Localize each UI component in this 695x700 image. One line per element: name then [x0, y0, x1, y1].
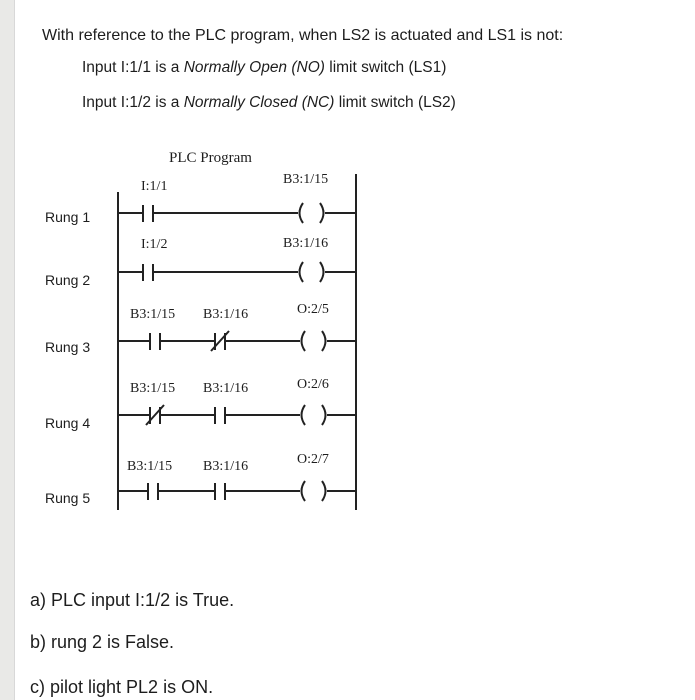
no-contact-icon	[215, 483, 225, 500]
coil-address: B3:1/16	[283, 236, 329, 251]
diagram-title: PLC Program	[169, 150, 252, 166]
rung-4	[45, 377, 356, 431]
coil-icon	[302, 331, 326, 351]
input-note-ls1: Input I:1/1 is a Normally Open (NO) limit switch (LS1)	[82, 59, 447, 76]
rung-3	[45, 302, 356, 355]
coil-address: O:2/6	[297, 377, 329, 392]
contact-address: B3:1/16	[203, 381, 249, 396]
no-contact-icon	[148, 483, 158, 500]
coil-address: O:2/5	[297, 302, 329, 317]
contact-address: B3:1/15	[130, 381, 176, 396]
no-contact-icon	[143, 264, 153, 281]
coil-address: B3:1/15	[283, 172, 329, 187]
option-c[interactable]: c) pilot light PL2 is ON.	[30, 677, 214, 697]
no-contact-icon	[150, 333, 160, 350]
contact-address: B3:1/15	[127, 459, 173, 474]
question-text: With reference to the PLC program, when LS2 is actuated and LS1 is not:	[42, 27, 564, 44]
rung-label: Rung 3	[45, 339, 91, 355]
coil-icon	[302, 405, 326, 425]
option-b[interactable]: b) rung 2 is False.	[30, 632, 175, 652]
contact-address: B3:1/16	[203, 459, 249, 474]
coil-icon	[302, 481, 326, 501]
contact-address: B3:1/15	[130, 307, 176, 322]
question-card	[14, 0, 695, 700]
coil-address: O:2/7	[297, 452, 329, 467]
contact-address: B3:1/16	[203, 307, 249, 322]
rung-label: Rung 5	[45, 490, 91, 506]
option-a[interactable]: a) PLC input I:1/2 is True.	[30, 590, 235, 610]
rung-1	[45, 172, 356, 225]
rung-label: Rung 4	[45, 415, 91, 431]
no-contact-icon	[215, 407, 225, 424]
rung-label: Rung 2	[45, 272, 91, 288]
rung-5	[45, 452, 356, 506]
contact-address: I:1/2	[141, 237, 168, 252]
coil-icon	[300, 262, 324, 282]
rung-label: Rung 1	[45, 209, 91, 225]
coil-icon	[300, 203, 324, 223]
input-note-ls2: Input I:1/2 is a Normally Closed (NC) limit switch (LS2)	[82, 94, 456, 111]
contact-address: I:1/1	[141, 179, 168, 194]
no-contact-icon	[143, 205, 153, 222]
rung-2	[45, 236, 356, 288]
